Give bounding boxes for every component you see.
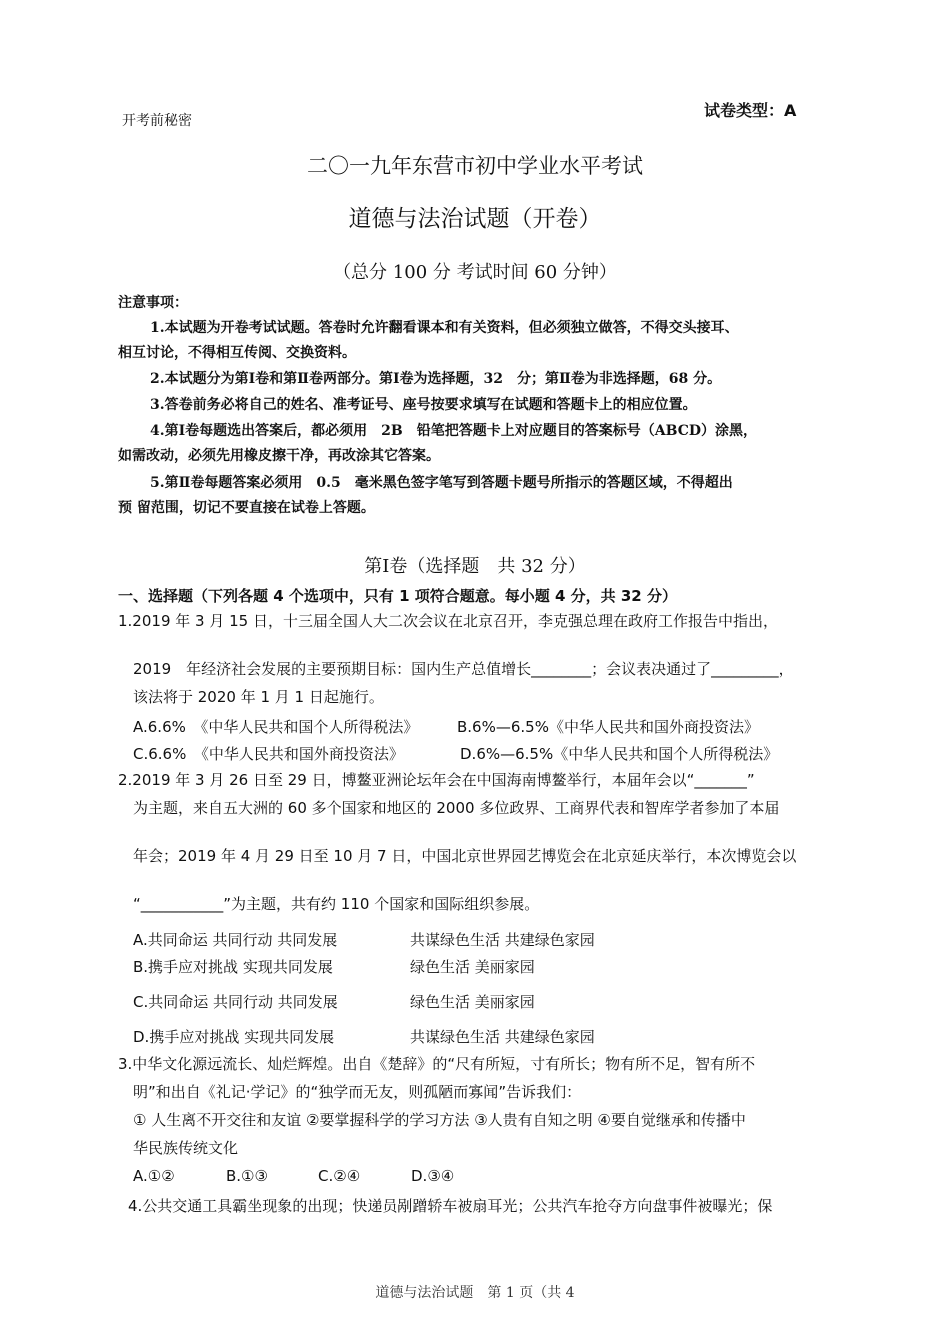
question-2-option-d-part-1: D.携手应对挑战 实现共同发展 (133, 1028, 335, 1046)
question-2-option-b-part-1: B.携手应对挑战 实现共同发展 (133, 958, 333, 976)
notice-label: 注意事项： (118, 295, 188, 311)
question-1-option-b: B.6%—6.5%《中华人民共和国外商投资法》 (457, 718, 759, 736)
question-2-line-4: “___________”为主题，共有约 110 个国家和国际组织参展。 (133, 895, 540, 913)
score-time-info: （总分 100 分 考试时间 60 分钟） (333, 262, 617, 283)
question-3-line-3: ① 人生离不开交往和友谊 ②要掌握科学的学习方法 ③人贵有自知之明 ④要自觉继承和传播中 (133, 1111, 746, 1129)
notice-item-4-line-1: 4.第Ⅰ卷每题选出答案后，都必须用 2B 铅笔把答题卡上对应题目的答案标号（ABCD）涂黑， (150, 423, 757, 439)
question-2-line-2: 为主题，来自五大洲的 60 多个国家和地区的 2000 多位政界、工商界代表和智库学者参加了本届 (133, 799, 780, 817)
paper-type-label: 试卷类型：A (704, 101, 797, 120)
question-2-line-1: 2.2019 年 3 月 26 日至 29 日，博鳌亚洲论坛年会在中国海南博鳌举行，本届年会以“_______” (118, 771, 755, 789)
question-2-option-d-part-2: 共谋绿色生活 共建绿色家园 (410, 1028, 595, 1046)
question-1-option-c: C.6.6% 《中华人民共和国外商投资法》 (133, 745, 404, 763)
notice-item-5-line-2: 预 留范围，切记不要直接在试卷上答题。 (118, 500, 375, 516)
exam-title: 二〇一九年东营市初中学业水平考试 (307, 154, 643, 178)
question-1-option-a: A.6.6% 《中华人民共和国个人所得税法》 (133, 718, 419, 736)
question-3-line-4: 华民族传统文化 (133, 1139, 239, 1157)
secret-label: 开考前秘密 (122, 113, 192, 129)
question-3-option-c: C.②④ (318, 1167, 361, 1185)
notice-item-5-line-1: 5.第Ⅱ卷每题答案必须用 0.5 毫米黑色签字笔写到答题卡题号所指示的答题区域，不得超出 (150, 475, 733, 491)
question-1-option-d: D.6%—6.5%《中华人民共和国个人所得税法》 (460, 745, 779, 763)
question-1-line-2: 2019 年经济社会发展的主要预期目标：国内生产总值增长________；会议表决通过了_________， (133, 660, 794, 678)
part-1-title: 第Ⅰ卷（选择题 共 32 分） (364, 556, 586, 577)
subject-title: 道德与法治试题（开卷） (348, 206, 602, 232)
question-3-line-1: 3.中华文化源远流长、灿烂辉煌。出自《楚辞》的“尺有所短，寸有所长；物有所不足，智有所不 (118, 1055, 756, 1073)
question-4-line-1: 4.公共交通工具霸坐现象的出现；快递员剐蹭轿车被扇耳光；公共汽车抢夺方向盘事件被曝光；保 (128, 1197, 773, 1215)
question-1-line-3: 该法将于 2020 年 1 月 1 日起施行。 (133, 688, 384, 706)
question-3-option-a: A.①② (133, 1167, 175, 1185)
notice-item-2: 2.本试题分为第Ⅰ卷和第Ⅱ卷两部分。第Ⅰ卷为选择题，32 分；第Ⅱ卷为非选择题，68 分。 (150, 371, 722, 387)
notice-item-3: 3.答卷前务必将自己的姓名、准考证号、座号按要求填写在试题和答题卡上的相应位置。 (150, 397, 697, 413)
notice-item-1-line-2: 相互讨论，不得相互传阅、交换资料。 (118, 345, 356, 361)
question-2-option-c-part-2: 绿色生活 美丽家园 (410, 993, 535, 1011)
question-2-option-a-part-2: 共谋绿色生活 共建绿色家园 (410, 931, 595, 949)
notice-item-4-line-2: 如需改动，必须先用橡皮擦干净，再改涂其它答案。 (118, 448, 440, 464)
question-3-option-b: B.①③ (226, 1167, 268, 1185)
question-2-option-a-part-1: A.共同命运 共同行动 共同发展 (133, 931, 338, 949)
page-footer: 道德与法治试题 第 1 页（共 4 (375, 1285, 575, 1301)
question-2-line-3: 年会；2019 年 4 月 29 日至 10 月 7 日，中国北京世界园艺博览会在北京延庆举行，本次博览会以 (133, 847, 797, 865)
question-2-option-b-part-2: 绿色生活 美丽家园 (410, 958, 535, 976)
question-3-line-2: 明”和出自《礼记·学记》的“独学而无友，则孤陋而寡闻”告诉我们： (133, 1083, 582, 1101)
question-2-option-c-part-1: C.共同命运 共同行动 共同发展 (133, 993, 338, 1011)
section-1-title: 一、选择题（下列各题 4 个选项中，只有 1 项符合题意。每小题 4 分，共 32 分） (118, 587, 677, 605)
notice-item-1-line-1: 1.本试题为开卷考试试题。答卷时允许翻看课本和有关资料，但必须独立做答，不得交头接耳、 (150, 320, 739, 336)
question-1-line-1: 1.2019 年 3 月 15 日，十三届全国人大二次会议在北京召开，李克强总理在政府工作报告中指出， (118, 612, 778, 630)
question-3-option-d: D.③④ (411, 1167, 455, 1185)
